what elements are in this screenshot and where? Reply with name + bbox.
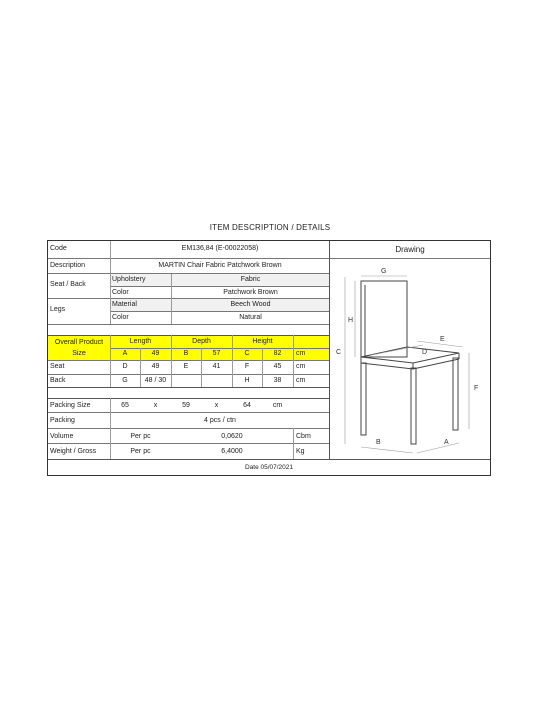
volume-value: 0,0620: [221, 433, 243, 440]
chair-leg-front-right: [411, 368, 416, 444]
overall-b-value: 57: [201, 348, 232, 360]
drawing-header: Drawing: [330, 241, 490, 259]
volume-unit: Cbm: [296, 433, 311, 440]
drawing-label-a: A: [444, 439, 449, 446]
overall-a-value: 49: [140, 348, 171, 360]
document-title: ITEM DESCRIPTION / DETAILS: [209, 223, 331, 232]
overall-c-value: 82: [262, 348, 293, 360]
seat-color-label: Color: [112, 289, 129, 296]
date-footer: Date 05/07/2021: [48, 459, 490, 476]
code-label: Code: [50, 245, 67, 252]
chair-leg-front-left: [361, 363, 366, 435]
drawing-label-b: B: [376, 439, 381, 446]
seat-unit: cm: [296, 363, 306, 370]
volume-label: Volume: [50, 433, 74, 440]
packing-width: 59: [182, 402, 190, 409]
seat-d-value: 49: [151, 363, 160, 370]
drawing-label-h: H: [348, 317, 354, 324]
overall-size-label: [48, 336, 110, 360]
seat-back-label: Seat / Back: [50, 281, 86, 288]
chair-drawing: [331, 259, 489, 458]
chair-leg-back-right: [453, 358, 458, 430]
back-g: G: [122, 377, 128, 384]
drawing-label-f: F: [474, 385, 479, 392]
seat-d: D: [122, 363, 128, 370]
overall-unit-header: [293, 336, 330, 348]
description-value: MARTIN Chair Fabric Patchwork Brown: [158, 262, 282, 269]
drawing-label-e: E: [440, 336, 445, 343]
seat-label: Seat: [50, 363, 65, 370]
weight-per: Per pc: [130, 448, 151, 455]
spec-table: [48, 241, 330, 475]
chair-backrest: [361, 281, 407, 357]
legs-color-label: Color: [112, 314, 129, 321]
back-unit: cm: [296, 377, 306, 384]
back-label: Back: [50, 377, 66, 384]
volume-per: Per pc: [130, 433, 151, 440]
weight-value: 6,4000: [221, 448, 243, 455]
packing-size-unit: cm: [272, 402, 283, 409]
packing-x1: x: [153, 402, 158, 409]
back-h: H: [244, 377, 250, 384]
drawing-label-d: D: [422, 349, 428, 356]
overall-unit: cm: [293, 348, 330, 360]
code-value: EM136,84 (E-00022058): [181, 245, 259, 252]
chair-diagram: [331, 259, 489, 458]
seat-e: E: [183, 363, 189, 370]
spec-sheet: [47, 240, 491, 476]
legs-material-value: Beech Wood: [171, 299, 330, 311]
packing-value: 4 pcs / ctn: [204, 417, 236, 424]
legs-material-label: Material: [110, 299, 171, 311]
packing-size-label: Packing Size: [50, 402, 91, 409]
overall-label-line1: Overall Product: [54, 339, 104, 346]
seat-f: F: [244, 363, 250, 370]
drawing-label-g: G: [381, 268, 387, 275]
upholstery-value: Fabric: [171, 274, 330, 286]
drawing-label-c: C: [336, 349, 342, 356]
upholstery-label: Upholstery: [110, 274, 171, 286]
overall-c: C: [232, 348, 262, 360]
packing-x2: x: [214, 402, 219, 409]
overall-a: A: [110, 348, 140, 360]
length-header: Length: [110, 336, 171, 348]
packing-label: Packing: [50, 417, 75, 424]
height-header: Height: [232, 336, 293, 348]
packing-height: 64: [243, 402, 251, 409]
weight-label: Weight / Gross: [50, 448, 97, 455]
overall-b: B: [171, 348, 201, 360]
depth-header: Depth: [171, 336, 232, 348]
weight-unit: Kg: [296, 448, 305, 455]
overall-label-line2: Size: [72, 350, 86, 357]
chair-seat: [361, 347, 459, 363]
legs-color-value: Natural: [239, 314, 262, 321]
back-g-value: 48 / 30: [144, 377, 167, 384]
packing-length: 65: [121, 402, 129, 409]
seat-f-value: 45: [273, 363, 282, 370]
description-label: Description: [50, 262, 86, 269]
back-h-value: 38: [273, 377, 282, 384]
seat-e-value: 41: [212, 363, 221, 370]
seat-color-value: Patchwork Brown: [223, 289, 278, 296]
legs-label: Legs: [50, 306, 66, 313]
